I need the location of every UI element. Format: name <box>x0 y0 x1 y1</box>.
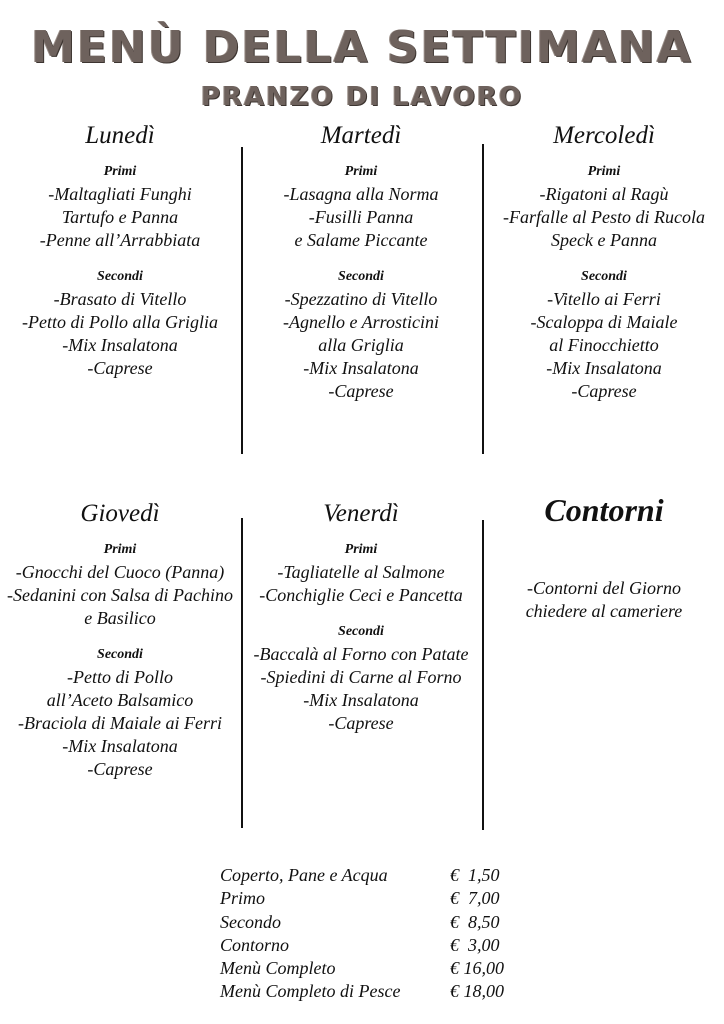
dish-item: Speck e Panna <box>551 230 657 250</box>
menu-title: MENÙ DELLA SETTIMANA <box>31 22 693 73</box>
dish-item: -Mix Insalatona <box>303 690 419 710</box>
section-gap <box>242 252 480 269</box>
section-gap <box>484 252 724 269</box>
price-value: € 16,00 <box>450 958 504 979</box>
section-label-primi: Primi <box>344 164 378 179</box>
day-name: Mercoledì <box>553 122 655 149</box>
section-gap <box>0 630 240 647</box>
dish-item: -Spezzatino di Vitello <box>284 289 438 309</box>
dish-item: -Sedanini con Salsa di Pachino <box>7 585 233 605</box>
day-name: Martedì <box>320 122 402 149</box>
price-value: € 1,50 <box>450 865 500 885</box>
section-label-primi: Primi <box>103 164 137 179</box>
dish-item: -Rigatoni al Ragù <box>539 184 669 204</box>
dish-item: -Farfalle al Pesto di Rucola <box>503 207 705 227</box>
day-column-giovedi <box>0 500 240 781</box>
price-row <box>220 864 520 887</box>
day-column-martedi <box>242 122 480 403</box>
section-label-primi: Primi <box>344 542 378 557</box>
price-label: Primo <box>220 888 265 909</box>
dish-item: -Petto di Pollo <box>67 667 173 687</box>
dish-item: e Basilico <box>84 608 156 628</box>
menu-subtitle: PRANZO DI LAVORO <box>200 82 524 112</box>
section-label-secondi: Secondi <box>97 269 143 284</box>
section-gap <box>242 607 480 624</box>
dish-item: -Caprese <box>87 358 153 378</box>
dish-item: all’Aceto Balsamico <box>46 690 194 710</box>
dish-item: -Brasato di Vitello <box>53 289 187 309</box>
price-row <box>220 934 520 957</box>
day-name: Lunedì <box>85 122 155 149</box>
price-row <box>220 980 520 1003</box>
price-label: Menù Completo di Pesce <box>220 981 401 1002</box>
dish-item: -Caprese <box>328 381 394 401</box>
dish-item: -Fusilli Panna <box>308 207 414 227</box>
section-label-primi: Primi <box>103 542 137 557</box>
dish-item: alla Griglia <box>318 335 404 355</box>
dish-item: -Maltagliati Funghi <box>48 184 192 204</box>
dish-item: -Spiedini di Carne al Forno <box>260 667 462 687</box>
day-column-lunedi <box>0 122 240 380</box>
contorni-line: chiedere al cameriere <box>525 601 683 621</box>
price-label: Contorno <box>220 934 290 955</box>
day-name: Giovedì <box>80 500 160 527</box>
price-value: € 8,50 <box>450 911 500 932</box>
section-label-secondi: Secondi <box>338 624 384 639</box>
section-gap <box>0 252 240 269</box>
section-label-secondi: Secondi <box>338 269 384 284</box>
contorni-line: -Contorni del Giorno <box>526 578 681 598</box>
contorni-section <box>484 492 724 623</box>
dish-item: -Braciola di Maiale ai Ferri <box>18 713 222 733</box>
dish-item: -Caprese <box>571 381 637 401</box>
dish-item: al Finocchietto <box>549 335 659 355</box>
dish-item: -Penne all’Arrabbiata <box>39 230 201 250</box>
dish-item: -Caprese <box>87 759 153 779</box>
dish-item: -Mix Insalatona <box>546 358 662 378</box>
day-name: Venerdì <box>323 500 399 527</box>
dish-item: -Petto di Pollo alla Griglia <box>22 312 218 332</box>
dish-item: -Tagliatelle al Salmone <box>277 562 445 582</box>
dish-item: -Mix Insalatona <box>303 358 419 378</box>
dish-item: -Gnocchi del Cuoco (Panna) <box>15 562 225 582</box>
price-row <box>220 911 520 934</box>
dish-item: Tartufo e Panna <box>61 207 179 227</box>
dish-item: -Lasagna alla Norma <box>283 184 439 204</box>
price-value: € 7,00 <box>450 888 500 909</box>
price-row <box>220 957 520 980</box>
dish-item: -Scaloppa di Maiale <box>530 312 678 332</box>
section-label-secondi: Secondi <box>97 647 143 662</box>
day-column-mercoledi <box>484 122 724 403</box>
dish-item: -Agnello e Arrosticini <box>283 312 439 332</box>
price-label: Coperto, Pane e Acqua <box>220 865 388 885</box>
dish-item: -Mix Insalatona <box>62 335 178 355</box>
day-column-venerdi <box>242 500 480 735</box>
dish-item: -Vitello ai Ferri <box>547 289 661 309</box>
dish-item: -Mix Insalatona <box>62 736 178 756</box>
section-label-primi: Primi <box>587 164 621 179</box>
price-label: Menù Completo <box>220 958 336 979</box>
price-list <box>220 864 520 1004</box>
dish-item: e Salame Piccante <box>294 230 428 250</box>
price-label: Secondo <box>220 911 281 932</box>
contorni-title: Contorni <box>544 492 664 528</box>
dish-item: -Baccalà al Forno con Patate <box>253 644 469 664</box>
price-value: € 3,00 <box>450 934 500 955</box>
price-row <box>220 887 520 910</box>
section-label-secondi: Secondi <box>581 269 627 284</box>
price-value: € 18,00 <box>450 981 504 1002</box>
dish-item: -Conchiglie Ceci e Pancetta <box>259 585 463 605</box>
dish-item: -Caprese <box>328 713 394 733</box>
